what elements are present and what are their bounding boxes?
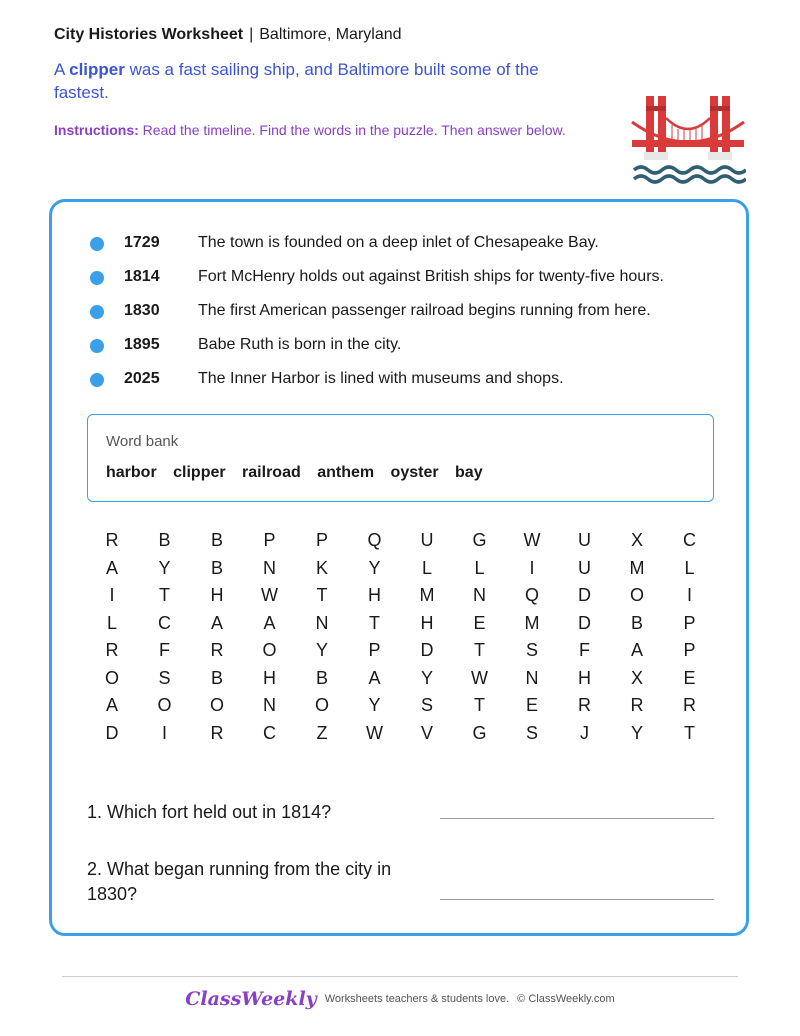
puzzle-letter[interactable]: P: [263, 530, 276, 550]
puzzle-letter[interactable]: D: [105, 722, 119, 743]
puzzle-letter[interactable]: Y: [158, 557, 171, 578]
puzzle-letter[interactable]: T: [474, 695, 485, 715]
water-wave-icon: [634, 167, 746, 173]
puzzle-letter[interactable]: G: [472, 530, 487, 550]
bullet-dot-icon: [90, 271, 104, 285]
puzzle-letter[interactable]: L: [421, 557, 432, 578]
puzzle-letter[interactable]: M: [524, 612, 540, 633]
puzzle-letter[interactable]: U: [578, 530, 591, 550]
puzzle-letter[interactable]: B: [210, 667, 223, 688]
golden-gate-bridge-icon: [630, 92, 746, 184]
answer-line-2[interactable]: [440, 899, 714, 900]
puzzle-letter[interactable]: T: [316, 585, 328, 605]
puzzle-letter[interactable]: L: [684, 557, 695, 578]
puzzle-letter[interactable]: B: [630, 612, 643, 633]
timeline-year: 1814: [124, 268, 160, 285]
puzzle-letter[interactable]: W: [366, 722, 383, 743]
puzzle-letter[interactable]: T: [159, 585, 170, 605]
puzzle-letter[interactable]: F: [159, 640, 170, 660]
question-1: 1. Which fort held out in 1814?: [87, 802, 332, 822]
footer: [0, 988, 800, 1010]
puzzle-letter[interactable]: C: [158, 612, 171, 633]
intro-prefix: A: [54, 60, 70, 79]
puzzle-letter[interactable]: H: [368, 585, 381, 605]
word-bank-label: Word bank: [106, 433, 179, 450]
puzzle-letter[interactable]: V: [420, 722, 433, 743]
puzzle-letter[interactable]: W: [471, 667, 488, 688]
intro-text: [54, 58, 564, 104]
puzzle-letter[interactable]: Z: [316, 722, 328, 743]
question-2: 2. What began running from the city in 1830?: [87, 859, 392, 904]
puzzle-letter[interactable]: A: [105, 557, 118, 578]
word-bank-words: [106, 464, 495, 482]
puzzle-letter[interactable]: A: [368, 667, 381, 688]
puzzle-letter[interactable]: R: [578, 695, 591, 715]
puzzle-letter[interactable]: N: [263, 695, 276, 715]
puzzle-letter[interactable]: Y: [630, 722, 643, 743]
puzzle-letter[interactable]: H: [420, 612, 434, 633]
instructions: [54, 119, 574, 141]
puzzle-letter[interactable]: W: [523, 530, 541, 550]
word-bank-word: railroad: [242, 464, 301, 481]
puzzle-letter[interactable]: C: [263, 722, 276, 743]
puzzle-letter[interactable]: H: [578, 667, 591, 688]
timeline-event: The Inner Harbor is lined with museums and shops.: [198, 370, 564, 387]
intro-suffix: was a fast sailing ship, and Baltimore built some of the fastest.: [54, 60, 539, 102]
puzzle-letter[interactable]: A: [630, 640, 643, 660]
puzzle-letter[interactable]: G: [472, 722, 487, 743]
word-bank-word: harbor: [106, 464, 157, 481]
brand-logo: ClassWeekly: [185, 988, 317, 1010]
timeline-event: Babe Ruth is born in the city.: [198, 336, 402, 353]
footer-copyright: © ClassWeekly.com: [517, 993, 615, 1005]
puzzle-letter[interactable]: A: [263, 612, 276, 633]
puzzle-letter[interactable]: E: [473, 612, 486, 633]
puzzle-letter[interactable]: R: [210, 722, 224, 743]
puzzle-letter[interactable]: Q: [367, 530, 382, 550]
word-bank-word: clipper: [173, 464, 226, 481]
puzzle-letter[interactable]: B: [210, 557, 223, 578]
instructions-text: Read the timeline. Find the words in the puzzle. Then answer below.: [138, 122, 566, 138]
puzzle-letter[interactable]: D: [578, 612, 591, 633]
puzzle-letter[interactable]: M: [629, 557, 645, 578]
intro-keyword: clipper: [69, 60, 125, 79]
puzzle-letter[interactable]: O: [314, 695, 329, 715]
puzzle-letter[interactable]: R: [105, 640, 119, 660]
puzzle-letter[interactable]: H: [210, 585, 224, 605]
puzzle-letter[interactable]: N: [315, 612, 329, 633]
puzzle-letter[interactable]: X: [630, 667, 643, 688]
timeline-event: Fort McHenry holds out against British ships for twenty-five hours.: [198, 268, 664, 285]
puzzle-letter[interactable]: I: [109, 585, 115, 605]
puzzle-letter[interactable]: R: [105, 530, 119, 550]
bullet-dot-icon: [90, 305, 104, 319]
timeline-event: The town is founded on a deep inlet of Chesapeake Bay.: [198, 234, 599, 251]
puzzle-letter[interactable]: L: [106, 612, 117, 633]
puzzle-letter[interactable]: T: [474, 640, 485, 660]
puzzle-letter[interactable]: I: [161, 722, 167, 743]
puzzle-letter[interactable]: R: [630, 695, 644, 715]
puzzle-letter[interactable]: S: [525, 722, 538, 743]
bullet-dot-icon: [90, 339, 104, 353]
footer-tagline: Worksheets teachers & students love.: [324, 993, 510, 1005]
puzzle-letter[interactable]: N: [263, 557, 276, 578]
timeline-year: 1729: [124, 234, 160, 251]
puzzle-letter[interactable]: Y: [368, 695, 381, 715]
puzzle-letter[interactable]: Y: [420, 667, 433, 688]
puzzle-letter[interactable]: E: [525, 695, 538, 715]
header-separator: |: [249, 26, 254, 43]
puzzle-letter[interactable]: M: [419, 585, 435, 605]
puzzle-letter[interactable]: E: [683, 667, 696, 688]
instructions-label: Instructions:: [54, 122, 139, 138]
word-bank: [87, 414, 714, 502]
puzzle-letter[interactable]: B: [210, 530, 223, 550]
puzzle-letter[interactable]: H: [263, 667, 276, 688]
timeline-year: 1830: [124, 302, 160, 319]
timeline-event: The first American passenger railroad begins running from here.: [198, 302, 651, 319]
puzzle-letter[interactable]: D: [420, 640, 434, 660]
puzzle-letter[interactable]: T: [369, 612, 380, 633]
puzzle-letter[interactable]: C: [683, 530, 696, 550]
puzzle-letter[interactable]: B: [158, 530, 171, 550]
puzzle-letter[interactable]: U: [420, 530, 434, 550]
puzzle-letter[interactable]: B: [315, 667, 328, 688]
puzzle-letter[interactable]: P: [683, 612, 696, 633]
puzzle-letter[interactable]: J: [580, 722, 589, 743]
bridge-deck: [632, 140, 744, 147]
bullet-dot-icon: [90, 373, 104, 387]
worksheet-location: Baltimore, Maryland: [259, 26, 402, 43]
puzzle-letter[interactable]: N: [525, 667, 539, 688]
puzzle-letter[interactable]: O: [157, 695, 172, 715]
puzzle-letter[interactable]: Y: [315, 640, 328, 660]
puzzle-letter[interactable]: A: [210, 612, 223, 633]
puzzle-letter[interactable]: Q: [524, 585, 539, 605]
puzzle-letter[interactable]: P: [683, 640, 696, 660]
puzzle-letter[interactable]: P: [315, 530, 328, 550]
puzzle-letter[interactable]: S: [525, 640, 538, 660]
timeline-year: 2025: [124, 370, 160, 387]
timeline-year: 1895: [124, 336, 160, 353]
puzzle-letter[interactable]: L: [474, 557, 485, 578]
word-bank-word: anthem: [317, 464, 375, 481]
puzzle-letter[interactable]: P: [368, 640, 381, 660]
word-bank-word: oyster: [390, 464, 439, 481]
puzzle-letter[interactable]: D: [578, 585, 591, 605]
puzzle-letter[interactable]: U: [578, 557, 591, 578]
bullet-dot-icon: [90, 237, 104, 251]
puzzle-letter[interactable]: I: [686, 585, 692, 605]
worksheet-title: City Histories Worksheet: [54, 26, 244, 43]
worksheet-header: [54, 26, 402, 44]
puzzle-letter[interactable]: F: [579, 640, 590, 660]
puzzle-letter[interactable]: Y: [368, 557, 381, 578]
puzzle-letter[interactable]: S: [158, 667, 171, 688]
puzzle-letter[interactable]: A: [105, 695, 118, 715]
puzzle-letter[interactable]: I: [529, 557, 535, 578]
puzzle-letter[interactable]: R: [683, 695, 696, 715]
puzzle-letter[interactable]: N: [473, 585, 486, 605]
puzzle-letter[interactable]: O: [209, 695, 224, 715]
footer-divider: [62, 976, 738, 977]
puzzle-letter[interactable]: K: [315, 557, 328, 578]
puzzle-letter[interactable]: O: [104, 667, 119, 688]
puzzle-letter[interactable]: O: [629, 585, 644, 605]
puzzle-letter[interactable]: X: [630, 530, 643, 550]
puzzle-letter[interactable]: W: [261, 585, 278, 605]
puzzle-letter[interactable]: T: [684, 722, 695, 743]
puzzle-letter[interactable]: S: [420, 695, 433, 715]
puzzle-letter[interactable]: O: [262, 640, 277, 660]
word-bank-word: bay: [455, 464, 483, 481]
puzzle-letter[interactable]: R: [210, 640, 224, 660]
answer-line-1[interactable]: [440, 818, 714, 819]
